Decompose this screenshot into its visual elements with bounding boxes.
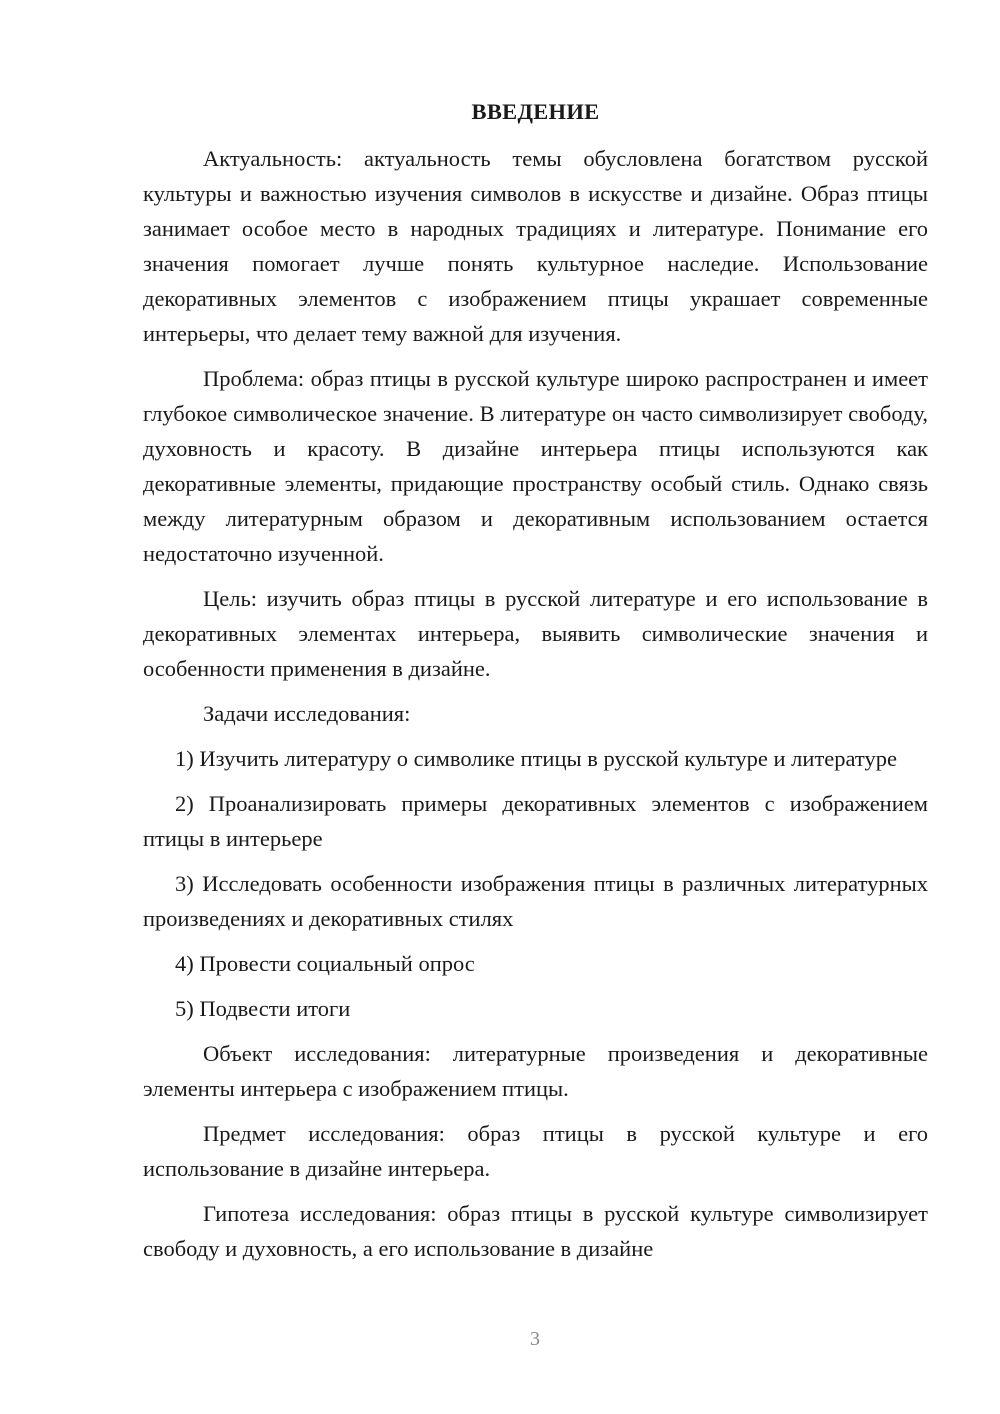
page-number: 3 (530, 1328, 540, 1350)
problem-paragraph: Проблема: образ птицы в русской культуре широко распространен и имеет глубокое символическое значение. В литературе он часто символизирует свободу, духовность и красоту. В дизайне интерьера птицы используются как декоративные элементы, придающие пространству особый стиль. Однако связь между литературным образом и декоративным использованием остается недостаточно изученной. (143, 366, 928, 566)
task-item: 4) Провести социальный опрос (175, 951, 475, 976)
task-item: 5) Подвести итоги (175, 996, 351, 1021)
tasks-heading: Задачи исследования: (203, 701, 411, 726)
relevance-paragraph: Актуальность: актуальность темы обусловлена богатством русской культуры и важностью изучения символов в искусстве и дизайне. Образ птицы занимает особое место в народных традициях и литературе. Понимание его значения помогает лучше понять культурное наследие. Использование декоративных элементов с изображением птицы украшает современные интерьеры, что делает тему важной для изучения. (143, 146, 928, 346)
task-item: 3) Исследовать особенности изображения птицы в различных литературных произведениях и декоративных стилях (143, 871, 928, 931)
task-item: 2) Проанализировать примеры декоративных элементов с изображением птицы в интерьере (143, 791, 928, 851)
section-title: ВВЕДЕНИЕ (471, 99, 600, 124)
object-paragraph: Объект исследования: литературные произведения и декоративные элементы интерьера с изображением птицы. (143, 1041, 928, 1101)
document-page (143, 94, 928, 1266)
task-item: 1) Изучить литературу о символике птицы в русской культуре и литературе (175, 746, 897, 771)
subject-paragraph: Предмет исследования: образ птицы в русской культуре и его использование в дизайне интерьера. (143, 1121, 928, 1181)
goal-paragraph: Цель: изучить образ птицы в русской литературе и его использование в декоративных элементах интерьера, выявить символические значения и особенности применения в дизайне. (143, 586, 928, 681)
hypothesis-paragraph: Гипотеза исследования: образ птицы в русской культуре символизирует свободу и духовность, а его использование в дизайне (143, 1201, 928, 1261)
